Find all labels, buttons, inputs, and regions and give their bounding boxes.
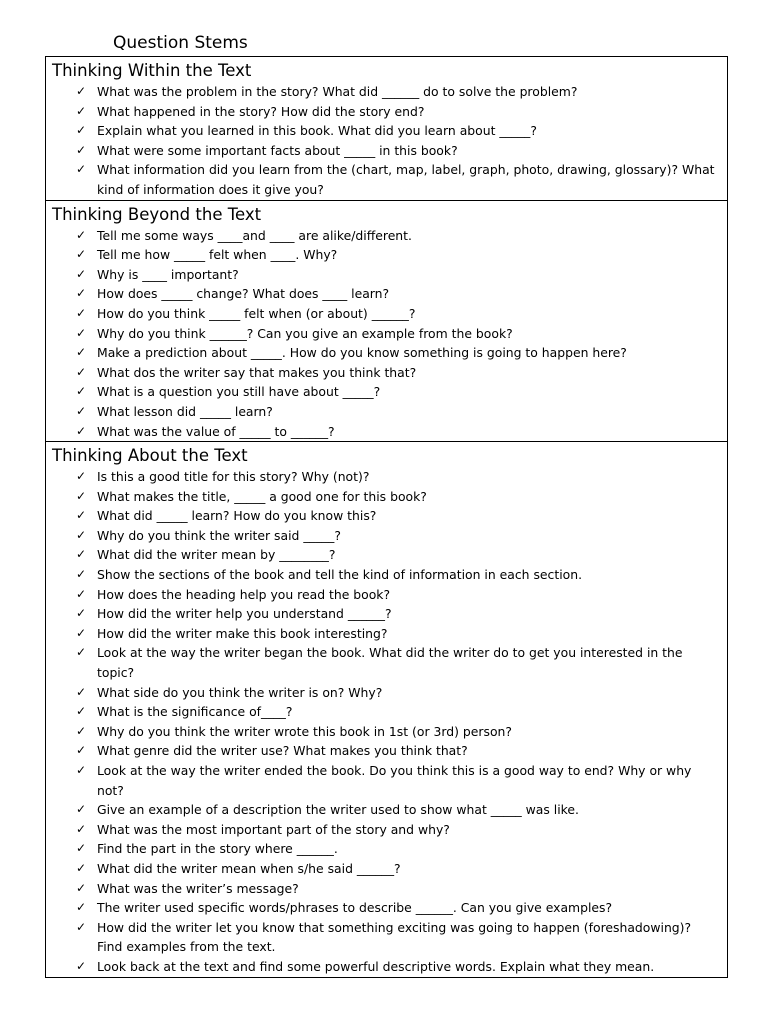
checkmark-icon: ✓ <box>76 880 87 895</box>
checkmark-icon: ✓ <box>76 345 87 360</box>
question-item <box>46 545 727 565</box>
question-text: What happened in the story? How did the story end? <box>97 103 425 119</box>
question-item <box>46 761 727 800</box>
question-text: What did the writer mean when s/he said ______? <box>97 860 401 876</box>
question-item <box>46 585 727 605</box>
checkmark-icon: ✓ <box>76 84 87 98</box>
checkmark-icon: ✓ <box>76 900 87 915</box>
question-text: What makes the title, _____ a good one for this book? <box>97 488 427 504</box>
question-item <box>46 565 727 585</box>
question-text: What genre did the writer use? What makes you think that? <box>97 743 468 759</box>
question-text: Why is ____ important? <box>97 266 239 282</box>
question-item <box>46 957 727 977</box>
question-text: Why do you think the writer wrote this book in 1st (or 3rd) person? <box>97 723 512 739</box>
question-item <box>46 324 727 344</box>
question-text: Make a prediction about _____. How do you know something is going to happen here? <box>97 345 627 361</box>
checkmark-icon: ✓ <box>76 364 87 379</box>
question-list <box>46 226 727 442</box>
question-item <box>46 265 727 285</box>
question-item <box>46 284 727 304</box>
checkmark-icon: ✓ <box>76 723 87 738</box>
question-text: Tell me some ways ____and ____ are alike/different. <box>97 227 412 243</box>
question-text: Why do you think the writer said _____? <box>97 527 341 543</box>
checkmark-icon: ✓ <box>76 488 87 503</box>
checkmark-icon: ✓ <box>76 763 87 777</box>
question-item <box>46 82 727 102</box>
checkmark-icon: ✓ <box>76 802 87 817</box>
checkmark-icon: ✓ <box>76 384 87 399</box>
question-text: What was the most important part of the story and why? <box>97 821 450 837</box>
question-text: What dos the writer say that makes you think that? <box>97 364 417 380</box>
question-text: How did the writer make this book interesting? <box>97 625 388 641</box>
question-item <box>46 643 727 682</box>
checkmark-icon: ✓ <box>76 606 87 621</box>
question-text: What did the writer mean by ________? <box>97 547 336 563</box>
question-stems-table <box>45 56 728 978</box>
question-text: How did the writer let you know that something exciting was going to happen (foreshadowing)? Find examples from the text. <box>97 919 692 955</box>
question-text: How did the writer help you understand ______? <box>97 606 392 622</box>
checkmark-icon: ✓ <box>76 821 87 836</box>
question-item <box>46 226 727 246</box>
question-item <box>46 859 727 879</box>
question-item <box>46 918 727 957</box>
question-text: What was the problem in the story? What did ______ do to solve the problem? <box>97 84 578 99</box>
checkmark-icon: ✓ <box>76 508 87 523</box>
question-item <box>46 467 727 487</box>
question-text: How does the heading help you read the book? <box>97 586 391 602</box>
question-text: Look at the way the writer ended the book. Do you think this is a good way to end? Why or why not? <box>97 763 692 798</box>
question-text: Is this a good title for this story? Why (not)? <box>97 469 370 485</box>
checkmark-icon: ✓ <box>76 567 87 582</box>
question-item <box>46 141 727 161</box>
question-item <box>46 487 727 507</box>
question-text: What did _____ learn? How do you know this? <box>97 508 377 524</box>
question-text: The writer used specific words/phrases to describe ______. Can you give examples? <box>97 900 613 916</box>
checkmark-icon: ✓ <box>76 423 87 438</box>
question-text: What lesson did _____ learn? <box>97 403 273 419</box>
checkmark-icon: ✓ <box>76 919 87 934</box>
question-text: Give an example of a description the writer used to show what _____ was like. <box>97 802 579 818</box>
checkmark-icon: ✓ <box>76 142 87 157</box>
section-within-text <box>46 57 727 201</box>
question-text: Show the sections of the book and tell the kind of information in each section. <box>97 567 583 583</box>
question-text: Look at the way the writer began the book. What did the writer do to get you interested in the topic? <box>97 645 683 681</box>
checkmark-icon: ✓ <box>76 625 87 640</box>
question-item <box>46 879 727 899</box>
section-heading: Thinking About the Text <box>52 446 248 466</box>
question-text: What is the significance of____? <box>97 704 293 720</box>
question-text: What was the writer’s message? <box>97 880 299 896</box>
question-item <box>46 160 727 199</box>
question-item <box>46 722 727 742</box>
checkmark-icon: ✓ <box>76 286 87 301</box>
question-text: How does _____ change? What does ____ learn? <box>97 286 390 302</box>
question-item <box>46 702 727 722</box>
question-text: Tell me how _____ felt when ____. Why? <box>97 247 338 263</box>
checkmark-icon: ✓ <box>76 860 87 875</box>
question-text: Look back at the text and find some powerful descriptive words. Explain what they mean. <box>97 958 655 974</box>
question-item <box>46 121 727 141</box>
question-item <box>46 683 727 703</box>
checkmark-icon: ✓ <box>76 103 87 118</box>
question-item <box>46 898 727 918</box>
question-text: What were some important facts about _____ in this book? <box>97 142 458 158</box>
question-text: What information did you learn from the (chart, map, label, graph, photo, drawing, glossary)? What kind of information does it give you? <box>97 162 715 197</box>
question-item <box>46 839 727 859</box>
page-title: Question Stems <box>113 33 248 53</box>
checkmark-icon: ✓ <box>76 247 87 262</box>
checkmark-icon: ✓ <box>76 527 87 542</box>
checkmark-icon: ✓ <box>76 469 87 484</box>
checkmark-icon: ✓ <box>76 123 87 138</box>
question-item <box>46 604 727 624</box>
question-list <box>46 82 727 200</box>
checkmark-icon: ✓ <box>76 403 87 418</box>
question-list <box>46 467 727 976</box>
question-item <box>46 402 727 422</box>
question-item <box>46 382 727 402</box>
question-text: Why do you think ______? Can you give an example from the book? <box>97 325 513 341</box>
question-item <box>46 304 727 324</box>
question-text: What side do you think the writer is on? Why? <box>97 684 383 700</box>
section-heading: Thinking Beyond the Text <box>52 204 262 224</box>
question-text: How do you think _____ felt when (or about) ______? <box>97 305 416 321</box>
section-about-text <box>46 442 727 976</box>
checkmark-icon: ✓ <box>76 266 87 281</box>
question-item <box>46 343 727 363</box>
question-item <box>46 526 727 546</box>
checkmark-icon: ✓ <box>76 645 87 660</box>
checkmark-icon: ✓ <box>76 227 87 242</box>
question-item <box>46 102 727 122</box>
question-item <box>46 741 727 761</box>
section-beyond-text <box>46 201 727 443</box>
question-item <box>46 506 727 526</box>
checkmark-icon: ✓ <box>76 305 87 320</box>
question-text: Find the part in the story where ______. <box>97 841 338 857</box>
checkmark-icon: ✓ <box>76 325 87 340</box>
question-text: What was the value of _____ to ______? <box>97 423 335 439</box>
question-text: What is a question you still have about _____? <box>97 384 381 400</box>
question-item <box>46 800 727 820</box>
section-heading: Thinking Within the Text <box>52 61 252 80</box>
checkmark-icon: ✓ <box>76 743 87 758</box>
checkmark-icon: ✓ <box>76 704 87 719</box>
checkmark-icon: ✓ <box>76 684 87 699</box>
question-text: Explain what you learned in this book. What did you learn about _____? <box>97 123 537 139</box>
question-item <box>46 624 727 644</box>
checkmark-icon: ✓ <box>76 547 87 562</box>
checkmark-icon: ✓ <box>76 958 87 973</box>
checkmark-icon: ✓ <box>76 841 87 856</box>
checkmark-icon: ✓ <box>76 586 87 601</box>
question-item <box>46 363 727 383</box>
question-item <box>46 422 727 442</box>
question-item <box>46 245 727 265</box>
checkmark-icon: ✓ <box>76 162 87 177</box>
question-item <box>46 820 727 840</box>
